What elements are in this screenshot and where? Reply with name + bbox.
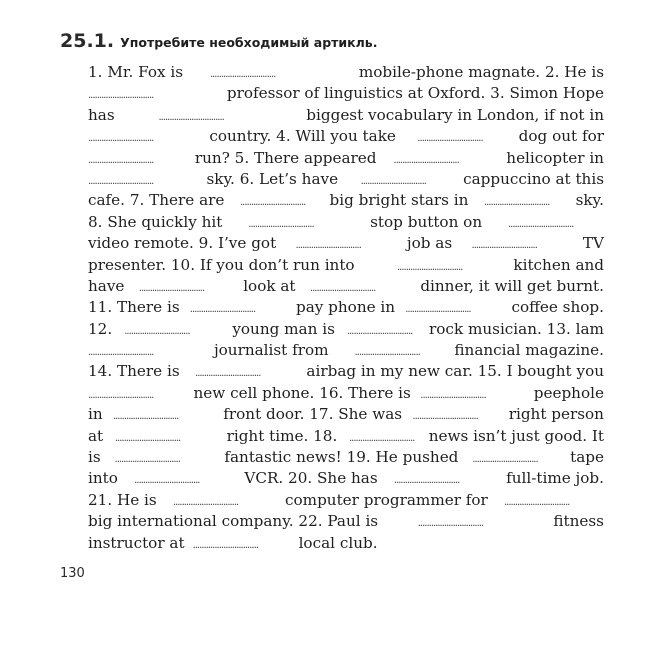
answer-blank: .............................. xyxy=(354,347,420,359)
answer-blank: .............................. xyxy=(503,496,570,508)
text-segment: mobile-phone magnate. 2. He is xyxy=(358,63,604,81)
answer-blank: .............................. xyxy=(417,133,483,145)
text-segment: look at xyxy=(243,276,296,295)
text-segment: big bright stars in xyxy=(329,191,469,210)
exercise-number: 25.1. xyxy=(60,30,115,52)
answer-blank: .............................. xyxy=(484,197,550,209)
answer-blank: .............................. xyxy=(114,432,181,444)
answer-blank: .............................. xyxy=(420,389,486,401)
text-line xyxy=(88,447,604,468)
answer-blank: .............................. xyxy=(412,411,478,423)
text-segment: news isn’t just good. It xyxy=(428,426,604,445)
text-line xyxy=(88,83,604,104)
text-segment: country. 4. Will you take xyxy=(209,127,396,146)
text-line xyxy=(88,468,604,489)
exercise-instruction: Употребите необходимый артикль. xyxy=(120,35,378,50)
text-segment: pay phone in xyxy=(295,298,396,317)
text-segment: 8. She quickly hit xyxy=(88,212,223,231)
text-line xyxy=(88,169,604,190)
text-segment: stop button on xyxy=(370,212,483,231)
answer-blank: .............................. xyxy=(417,518,484,530)
text-segment: right time. 18. xyxy=(226,426,338,445)
text-segment: 1. Mr. Fox is xyxy=(88,63,184,81)
answer-blank: .............................. xyxy=(124,325,190,337)
answer-blank: .............................. xyxy=(346,325,413,337)
text-line xyxy=(88,361,604,382)
text-segment: tape xyxy=(570,448,604,467)
text-line xyxy=(88,404,604,425)
text-segment: cappuccino at this xyxy=(463,169,604,188)
answer-blank: .............................. xyxy=(189,304,256,316)
answer-blank: .............................. xyxy=(393,475,460,487)
text-segment: kitchen and xyxy=(513,255,604,274)
text-segment: full-time job. xyxy=(506,469,604,488)
answer-blank: .............................. xyxy=(349,432,415,444)
text-line xyxy=(88,490,604,511)
page-number: 130 xyxy=(60,566,85,581)
answer-blank: .............................. xyxy=(396,261,463,273)
answer-blank: .............................. xyxy=(471,240,537,252)
text-line xyxy=(88,319,604,340)
text-line xyxy=(88,533,604,554)
text-line xyxy=(88,105,604,126)
text-segment: front door. 17. She was xyxy=(223,405,403,424)
answer-blank: .............................. xyxy=(138,282,205,294)
text-segment: fitness xyxy=(553,512,604,531)
answer-blank: .............................. xyxy=(295,240,361,252)
text-line xyxy=(88,233,604,254)
answer-blank: .............................. xyxy=(88,175,154,187)
text-line xyxy=(88,62,604,83)
answer-blank: .............................. xyxy=(248,218,314,230)
text-segment: 14. There is xyxy=(88,362,180,381)
text-segment: sky. xyxy=(575,191,604,210)
text-segment: have xyxy=(88,276,125,295)
text-segment: into xyxy=(88,469,118,488)
text-segment: financial magazine. xyxy=(454,341,604,360)
text-line xyxy=(88,297,604,318)
text-line xyxy=(88,148,604,169)
text-segment: has xyxy=(88,105,115,124)
answer-blank: .............................. xyxy=(472,454,538,466)
text-segment: professor of linguistics at Oxford. 3. Simon Hope xyxy=(226,84,604,103)
text-segment: TV xyxy=(582,234,604,253)
answer-blank: .............................. xyxy=(134,475,200,487)
text-segment: in xyxy=(88,405,103,424)
text-line xyxy=(88,426,604,447)
text-segment: 12. xyxy=(88,319,113,338)
text-segment: local club. xyxy=(298,533,378,552)
text-segment: rock musician. 13. lam xyxy=(429,319,604,338)
text-line xyxy=(88,340,604,361)
answer-blank: .............................. xyxy=(88,389,154,401)
text-segment: run? 5. There appeared xyxy=(194,148,377,167)
exercise-text xyxy=(88,62,604,554)
text-segment: biggest vocabulary in London, if not in xyxy=(306,105,604,124)
answer-blank: .............................. xyxy=(172,496,239,508)
text-segment: 21. He is xyxy=(88,490,157,509)
answer-blank: .............................. xyxy=(112,411,179,423)
text-segment: dog out for xyxy=(518,127,604,146)
text-segment: young man is xyxy=(232,319,335,338)
text-line xyxy=(88,190,604,211)
text-segment: big international company. 22. Paul is xyxy=(88,512,379,531)
text-segment: VCR. 20. She has xyxy=(244,469,378,488)
answer-blank: .............................. xyxy=(507,218,574,230)
answer-blank: .............................. xyxy=(88,347,154,359)
text-line xyxy=(88,255,604,276)
answer-blank: .............................. xyxy=(158,111,224,123)
answer-blank: .............................. xyxy=(192,539,258,551)
text-segment: job as xyxy=(406,234,453,253)
text-segment: is xyxy=(88,448,101,467)
text-segment: 11. There is xyxy=(88,298,180,317)
text-segment: right person xyxy=(508,405,604,424)
text-segment: fantastic news! 19. He pushed xyxy=(224,448,459,467)
text-segment: journalist from xyxy=(213,341,329,360)
text-segment: airbag in my new car. 15. I bought you xyxy=(306,362,604,381)
answer-blank: .............................. xyxy=(209,69,276,80)
text-line xyxy=(88,212,604,233)
answer-blank: .............................. xyxy=(393,154,459,166)
text-segment: video remote. 9. I’ve got xyxy=(88,234,277,253)
text-segment: new cell phone. 16. There is xyxy=(193,383,411,402)
answer-blank: .............................. xyxy=(239,197,306,209)
text-segment: sky. 6. Let’s have xyxy=(206,169,339,188)
text-segment: cafe. 7. There are xyxy=(88,191,225,210)
answer-blank: .............................. xyxy=(195,368,261,380)
answer-blank: .............................. xyxy=(88,133,154,145)
text-line xyxy=(88,126,604,147)
exercise-heading xyxy=(60,30,377,52)
text-segment: computer programmer for xyxy=(285,490,488,509)
text-line xyxy=(88,383,604,404)
answer-blank: .............................. xyxy=(114,454,180,466)
text-segment: helicopter in xyxy=(506,148,604,167)
answer-blank: .............................. xyxy=(88,90,154,102)
text-segment: at xyxy=(88,426,104,445)
text-line xyxy=(88,276,604,297)
answer-blank: .............................. xyxy=(309,282,376,294)
text-segment: peephole xyxy=(533,383,604,402)
answer-blank: .............................. xyxy=(405,304,471,316)
text-segment: coffee shop. xyxy=(511,298,604,317)
text-line xyxy=(88,511,604,532)
answer-blank: .............................. xyxy=(360,175,426,187)
answer-blank: .............................. xyxy=(88,154,154,166)
text-segment: presenter. 10. If you don’t run into xyxy=(88,255,355,274)
text-segment: dinner, it will get burnt. xyxy=(420,276,604,295)
text-segment: instructor at xyxy=(88,533,185,552)
